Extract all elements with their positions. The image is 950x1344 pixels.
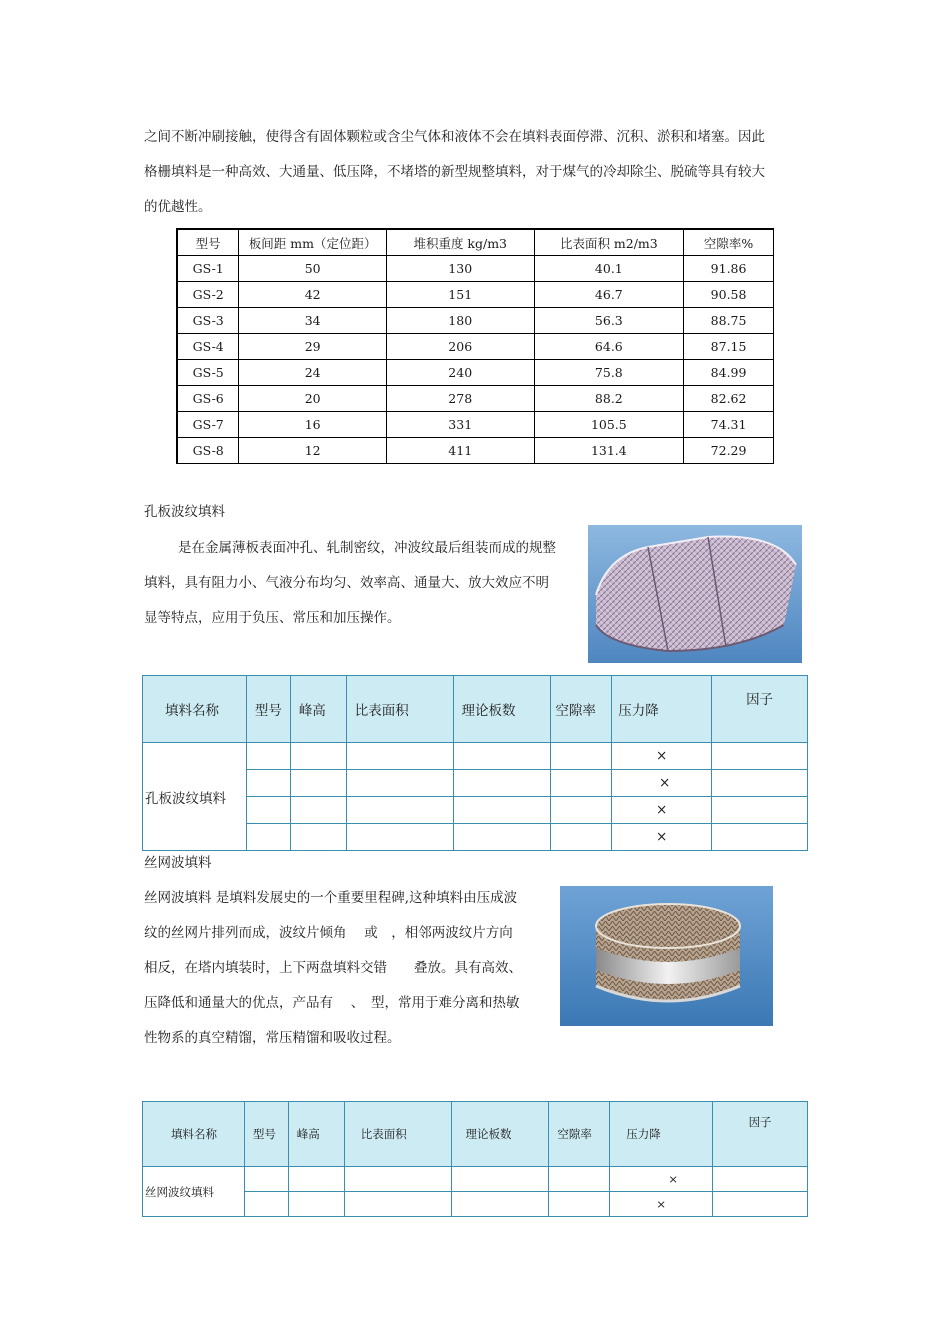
orifice-packing-image <box>588 525 802 663</box>
table-cell <box>551 743 612 770</box>
table-row <box>177 386 774 412</box>
table-cell <box>549 1167 610 1192</box>
table-cell: GS-1 <box>177 256 239 282</box>
column-header: 型号 <box>246 676 290 743</box>
column-header: 空隙率 <box>551 676 612 743</box>
table-row <box>177 256 774 282</box>
intro-paragraph <box>144 120 806 225</box>
table-header-row <box>143 1102 808 1167</box>
table-cell <box>344 1192 451 1217</box>
table-cell <box>712 824 808 851</box>
pressure-drop-cell: × <box>612 797 712 824</box>
table-row <box>177 282 774 308</box>
packing-name-cell: 丝网波纹填料 <box>143 1167 245 1217</box>
table-cell: GS-7 <box>177 412 239 438</box>
table-cell: GS-8 <box>177 438 239 464</box>
table-cell: GS-2 <box>177 282 239 308</box>
table-cell <box>346 824 453 851</box>
table-cell: 12 <box>239 438 387 464</box>
text-line: 丝网波填料 是填料发展史的一个重要里程碑,这种填料由压成波 <box>144 890 518 906</box>
section-heading-orifice: 孔板波纹填料 <box>144 504 225 520</box>
table-cell: 46.7 <box>534 282 684 308</box>
table-cell: 131.4 <box>534 438 684 464</box>
text-line: 格栅填料是一种高效、大通量、低压降，不堵塔的新型规整填料，对于煤气的冷却除尘、脱硫等具有较大 <box>144 164 765 180</box>
grille-spec-table <box>176 228 774 464</box>
table-row <box>177 308 774 334</box>
column-header: 空隙率% <box>684 229 774 256</box>
table-cell: 411 <box>386 438 534 464</box>
table-cell <box>453 797 551 824</box>
text-line: 压降低和通量大的优点，产品有 、 型，常用于难分离和热敏 <box>144 995 520 1011</box>
table-cell <box>290 770 346 797</box>
table-cell <box>453 824 551 851</box>
table-cell <box>290 797 346 824</box>
table-cell <box>246 824 290 851</box>
table-cell <box>346 770 453 797</box>
text-line: 的优越性。 <box>144 199 212 215</box>
table-cell: GS-5 <box>177 360 239 386</box>
table-cell <box>290 743 346 770</box>
pressure-drop-cell: × <box>612 743 712 770</box>
pressure-drop-cell: × <box>610 1192 713 1217</box>
table-cell <box>244 1167 288 1192</box>
table-cell <box>713 1167 808 1192</box>
text-line: 之间不断冲刷接触，使得含有固体颗粒或含尘气体和液体不会在填料表面停滞、沉积、淤积和堵塞。因此 <box>144 129 765 145</box>
text-line: 性物系的真空精馏，常压精馏和吸收过程。 <box>144 1030 401 1046</box>
column-header: 板间距 mm（定位距） <box>239 229 387 256</box>
table-header-row <box>143 676 808 743</box>
table-cell <box>346 743 453 770</box>
table-cell: 34 <box>239 308 387 334</box>
column-header: 因子 <box>712 676 808 743</box>
table-cell: 74.31 <box>684 412 774 438</box>
pressure-drop-cell: × <box>612 770 712 797</box>
table-cell <box>246 797 290 824</box>
table-row <box>143 1167 808 1192</box>
table-cell: 42 <box>239 282 387 308</box>
table-cell: 331 <box>386 412 534 438</box>
table-cell: 130 <box>386 256 534 282</box>
column-header: 比表面积 m2/m3 <box>534 229 684 256</box>
table-cell <box>451 1167 549 1192</box>
table-cell: 240 <box>386 360 534 386</box>
column-header: 因子 <box>713 1102 808 1167</box>
table-cell: 72.29 <box>684 438 774 464</box>
orifice-packing-table <box>142 675 808 851</box>
column-header: 堆积重度 kg/m3 <box>386 229 534 256</box>
packing-name-cell: 孔板波纹填料 <box>143 743 247 851</box>
table-cell: 88.2 <box>534 386 684 412</box>
table-cell: 88.75 <box>684 308 774 334</box>
table-cell: 75.8 <box>534 360 684 386</box>
table-cell: 24 <box>239 360 387 386</box>
table-cell: 90.58 <box>684 282 774 308</box>
table-row <box>177 412 774 438</box>
table-cell <box>712 797 808 824</box>
wire-packing-table <box>142 1101 808 1217</box>
table-cell: GS-4 <box>177 334 239 360</box>
pressure-drop-cell: × <box>610 1167 713 1192</box>
table-cell: 40.1 <box>534 256 684 282</box>
table-cell <box>551 770 612 797</box>
section-heading-wire: 丝网波填料 <box>144 855 212 871</box>
wire-packing-image <box>560 886 773 1026</box>
table-cell: 50 <box>239 256 387 282</box>
table-cell: 278 <box>386 386 534 412</box>
table-cell: 180 <box>386 308 534 334</box>
column-header: 峰高 <box>288 1102 344 1167</box>
table-cell: 29 <box>239 334 387 360</box>
column-header: 空隙率 <box>549 1102 610 1167</box>
pressure-drop-cell: × <box>612 824 712 851</box>
table-cell <box>246 770 290 797</box>
table-cell: 16 <box>239 412 387 438</box>
table-cell: 105.5 <box>534 412 684 438</box>
table-cell <box>453 770 551 797</box>
table-cell <box>713 1192 808 1217</box>
table-cell: 206 <box>386 334 534 360</box>
wire-paragraph <box>144 881 554 1056</box>
table-row <box>177 438 774 464</box>
column-header: 理论板数 <box>453 676 551 743</box>
column-header: 压力降 <box>612 676 712 743</box>
table-cell <box>346 797 453 824</box>
table-cell: 82.62 <box>684 386 774 412</box>
orifice-packing-photo <box>588 525 802 663</box>
table-cell: 20 <box>239 386 387 412</box>
table-cell <box>453 743 551 770</box>
table-cell <box>712 743 808 770</box>
table-cell: 64.6 <box>534 334 684 360</box>
table-cell: 56.3 <box>534 308 684 334</box>
table-cell: 151 <box>386 282 534 308</box>
table-cell <box>288 1192 344 1217</box>
text-line: 填料，具有阻力小、气液分布均匀、效率高、通量大、放大效应不明 <box>144 575 549 591</box>
column-header: 比表面积 <box>344 1102 451 1167</box>
table-cell <box>290 824 346 851</box>
table-cell: 84.99 <box>684 360 774 386</box>
text-line: 显等特点，应用于负压、常压和加压操作。 <box>144 610 401 626</box>
wire-packing-photo <box>560 886 773 1026</box>
table-cell <box>549 1192 610 1217</box>
column-header: 比表面积 <box>346 676 453 743</box>
table-row <box>177 360 774 386</box>
orifice-paragraph <box>144 531 584 636</box>
column-header: 峰高 <box>290 676 346 743</box>
text-line: 相反，在塔内填装时，上下两盘填料交错 叠放。具有高效、 <box>144 960 522 976</box>
table-cell <box>344 1167 451 1192</box>
table-cell <box>712 770 808 797</box>
column-header: 型号 <box>244 1102 288 1167</box>
table-row <box>177 334 774 360</box>
column-header: 填料名称 <box>143 676 247 743</box>
column-header: 填料名称 <box>143 1102 245 1167</box>
table-cell <box>244 1192 288 1217</box>
table-header-row <box>177 229 774 256</box>
table-cell: GS-3 <box>177 308 239 334</box>
table-cell <box>551 824 612 851</box>
table-cell: 91.86 <box>684 256 774 282</box>
table-cell <box>288 1167 344 1192</box>
table-cell <box>551 797 612 824</box>
table-cell: GS-6 <box>177 386 239 412</box>
table-cell <box>451 1192 549 1217</box>
text-line: 纹的丝网片排列而成，波纹片倾角 或 ，相邻两波纹片方向 <box>144 925 513 941</box>
column-header: 型号 <box>177 229 239 256</box>
table-cell <box>246 743 290 770</box>
table-cell: 87.15 <box>684 334 774 360</box>
column-header: 压力降 <box>610 1102 713 1167</box>
table-row <box>143 743 808 770</box>
column-header: 理论板数 <box>451 1102 549 1167</box>
text-line: 是在金属薄板表面冲孔、轧制密纹，冲波纹最后组装而成的规整 <box>178 540 556 556</box>
